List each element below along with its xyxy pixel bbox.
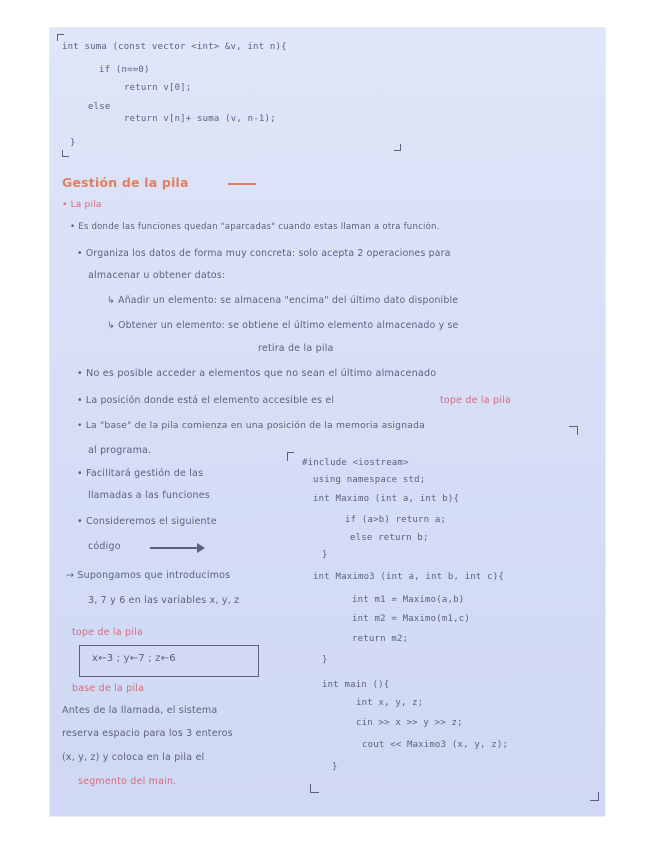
bullet-text: • Consideremos el siguiente	[77, 516, 217, 527]
bullet-text: • No es posible acceder a elementos que no sean el último almacenado	[77, 368, 437, 379]
stack-content: x←3 ; y←7 ; z←6	[92, 653, 176, 664]
section-title: Gestión de la pila	[62, 175, 189, 190]
title-underline	[228, 183, 256, 185]
code-line: }	[322, 655, 328, 665]
stack-top-label: tope de la pila	[72, 627, 143, 638]
bullet-text: • Facilitará gestión de las	[77, 468, 204, 479]
code-line: }	[70, 138, 76, 148]
code-line: else return b;	[350, 533, 429, 543]
note-line: reserva espacio para los 3 enteros	[62, 728, 233, 739]
bullet-text: 3, 7 y 6 en las variables x, y, z	[88, 595, 240, 606]
corner-mark-mid-right	[394, 144, 401, 151]
code-line: if (a>b) return a;	[345, 515, 447, 525]
code-line: cin >> x >> y >> z;	[356, 718, 463, 728]
corner-mark-top-left	[57, 34, 64, 41]
stack-base-label: base de la pila	[72, 683, 145, 694]
code-line: int Maximo (int a, int b){	[313, 494, 460, 504]
code-line: int m2 = Maximo(m1,c)	[352, 614, 470, 624]
corner-mark-right	[569, 426, 578, 435]
code-line: int Maximo3 (int a, int b, int c){	[313, 572, 505, 582]
arrow-head	[197, 543, 205, 553]
code-line: return m2;	[352, 634, 409, 644]
note-line: Antes de la llamada, el sistema	[62, 705, 218, 716]
corner-mark-bottom-right	[590, 792, 599, 801]
bullet-text: ↳ Obtener un elemento: se obtiene el último elemento almacenado y se	[107, 320, 459, 331]
code-line: int m1 = Maximo(a,b)	[352, 595, 465, 605]
corner-mark-mid-left	[62, 150, 69, 157]
bullet-text: • Es donde las funciones quedan "aparcadas" cuando estas llaman a otra función.	[70, 222, 440, 232]
code-line: int x, y, z;	[356, 698, 424, 708]
code-line: using namespace std;	[313, 475, 426, 485]
code-line: return v[0];	[124, 83, 192, 93]
code-line: int suma (const vector <int> &v, int n){	[62, 42, 287, 52]
bullet-text: retira de la pila	[258, 343, 334, 354]
bullet-text: almacenar u obtener datos:	[88, 270, 226, 281]
bullet-text: llamadas a las funciones	[88, 490, 210, 501]
code-line: cout << Maximo3 (x, y, z);	[362, 740, 509, 750]
code-line: #include <iostream>	[302, 458, 409, 468]
section-subtitle: • La pila	[62, 200, 102, 210]
corner-mark-bottom	[310, 784, 319, 793]
bullet-text: código	[88, 541, 121, 552]
bullet-text: ↳ Añadir un elemento: se almacena "encima" del último dato disponible	[107, 295, 459, 306]
corner-mark-code-top-left	[287, 452, 294, 461]
code-line: else	[88, 102, 111, 112]
bullet-text: al programa.	[88, 445, 152, 456]
arrow-line	[150, 547, 200, 549]
top-of-stack-highlight: tope de la pila	[440, 395, 511, 406]
code-line: return v[n]+ suma (v, n-1);	[124, 114, 276, 124]
code-line: }	[322, 550, 328, 560]
bullet-text: • La posición donde está el elemento accesible es el	[77, 395, 335, 406]
code-line: }	[332, 762, 338, 772]
note-highlight: segmento del main.	[78, 776, 177, 787]
code-line: int main (){	[322, 680, 390, 690]
bullet-text: • Organiza los datos de forma muy concreta: solo acepta 2 operaciones para	[77, 248, 451, 259]
bullet-text: • La "base" de la pila comienza en una posición de la memoria asignada	[77, 420, 425, 431]
bullet-text: → Supongamos que introducimos	[66, 570, 231, 581]
note-line: (x, y, z) y coloca en la pila el	[62, 752, 205, 763]
code-line: if (n==0)	[99, 65, 150, 75]
